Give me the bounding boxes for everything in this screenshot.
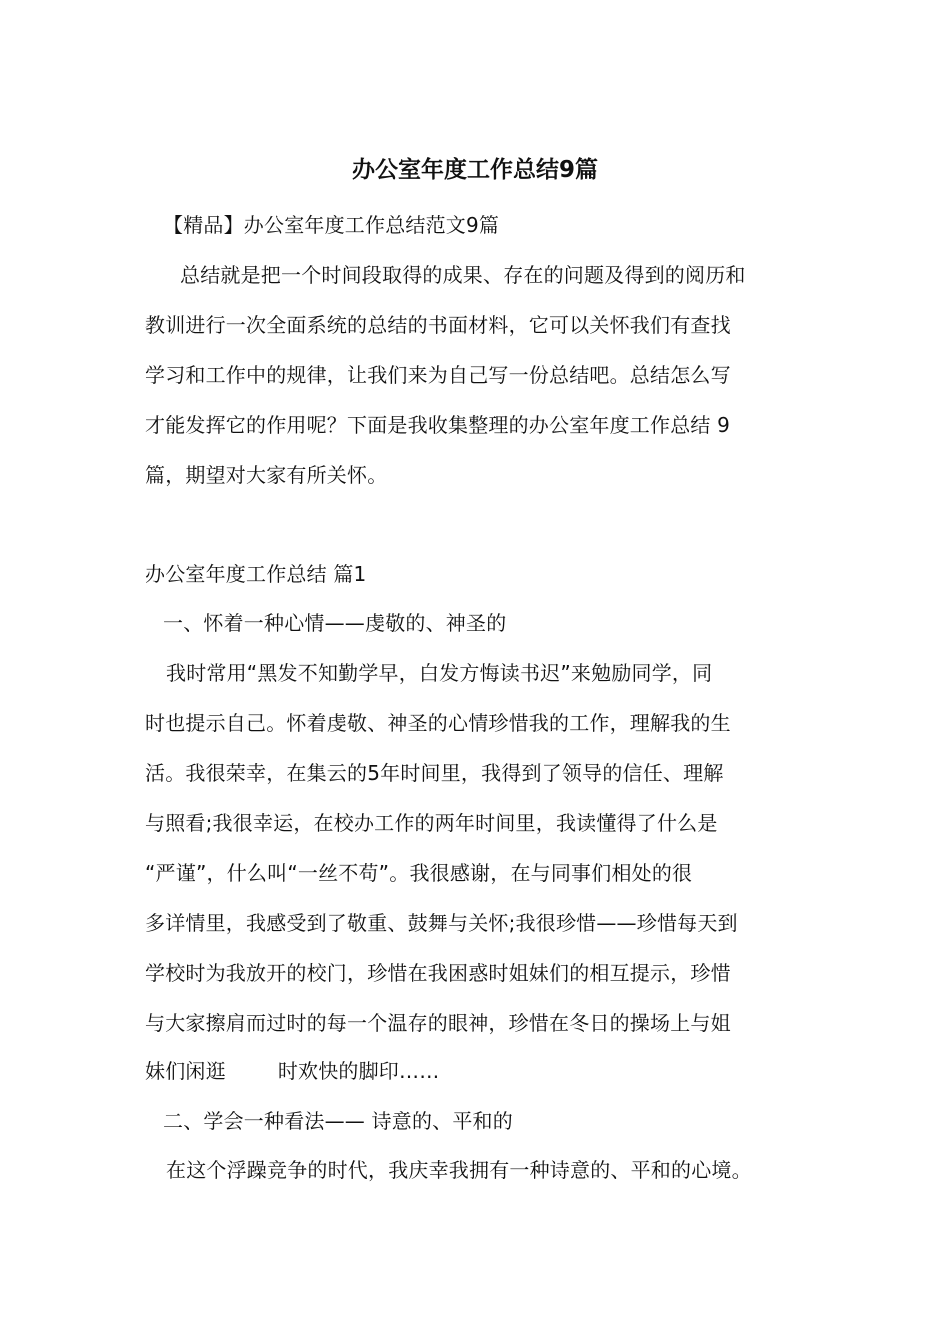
paragraph-line: 与照看;我很幸运，在校办工作的两年时间里，我读懂得了什么是 <box>145 811 718 835</box>
document-title: 办公室年度工作总结9篇 <box>351 157 598 183</box>
subheading-two: 二、学会一种看法—— 诗意的、平和的 <box>163 1109 513 1133</box>
paragraph-line: 与大家擦肩而过时的每一个温存的眼神，珍惜在冬日的操场上与姐 <box>145 1011 731 1035</box>
intro-line: 教训进行一次全面系统的总结的书面材料，它可以关怀我们有查找 <box>145 313 731 337</box>
paragraph-line: 活。我很荣幸，在集云的5年时间里，我得到了领导的信任、理解 <box>145 761 724 785</box>
intro-line: 篇，期望对大家有所关怀。 <box>145 463 388 487</box>
paragraph-fragment: 时欢快的脚印…… <box>277 1059 440 1083</box>
subheading-one: 一、怀着一种心情——虔敬的、神圣的 <box>163 611 507 635</box>
intro-line: 才能发挥它的作用呢？下面是我收集整理的办公室年度工作总结 9 <box>145 413 731 437</box>
section-heading: 办公室年度工作总结 篇1 <box>145 562 367 586</box>
intro-line: 总结就是把一个时间段取得的成果、存在的问题及得到的阅历和 <box>180 263 746 287</box>
document-subtitle: 【精品】办公室年度工作总结范文9篇 <box>163 213 500 237</box>
paragraph-line-last <box>145 1058 439 1084</box>
paragraph-fragment: 妹们闲逛 <box>145 1059 226 1083</box>
paragraph-line: 我时常用“黑发不知勤学早，白发方悔读书迟”来勉励同学，同 <box>166 661 713 685</box>
intro-line: 学习和工作中的规律，让我们来为自己写一份总结吧。总结怎么写 <box>145 363 731 387</box>
paragraph-line: 在这个浮躁竞争的时代，我庆幸我拥有一种诗意的、平和的心境。 <box>166 1158 752 1182</box>
paragraph-line: 学校时为我放开的校门，珍惜在我困惑时姐妹们的相互提示，珍惜 <box>145 961 731 985</box>
paragraph-line: “严谨”，什么叫“一丝不苟”。我很感谢，在与同事们相处的很 <box>145 861 693 885</box>
paragraph-line: 时也提示自己。怀着虔敬、神圣的心情珍惜我的工作，理解我的生 <box>145 711 731 735</box>
paragraph-line: 多详情里，我感受到了敬重、鼓舞与关怀;我很珍惜——珍惜每天到 <box>145 911 738 935</box>
